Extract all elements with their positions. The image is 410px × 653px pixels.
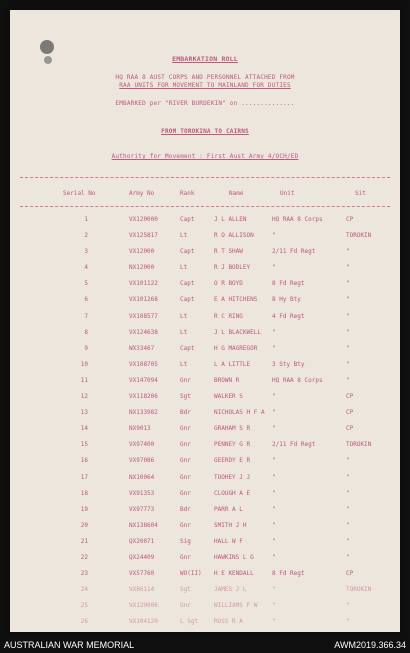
cell-name: BROWN R [214,376,240,384]
cell-unit: 8 Hy Bty [272,296,301,304]
cell-sit: " [346,360,350,368]
column-header-unit: Unit [280,190,295,197]
cell-sit: " [346,312,350,320]
cell-sit: " [346,264,350,272]
cell-unit: " [272,232,276,240]
cell-serial-no: 12 [80,393,88,401]
table-row [10,296,400,312]
cell-unit: " [272,425,276,433]
cell-rank: Sgt [180,586,191,594]
document-page [10,10,400,632]
cell-army-no: VX118206 [129,393,158,401]
cell-serial-no: 20 [80,521,88,529]
cell-rank: Gnr [180,457,191,465]
cell-unit: HQ RAA 8 Corps [272,376,323,384]
cell-sit: " [346,328,350,336]
table-row [10,554,400,570]
cell-army-no: VX97400 [129,441,155,449]
cell-serial-no: 25 [80,602,88,610]
cell-name: L A LITTLE [214,360,251,368]
table-row [10,393,400,409]
table-row [10,490,400,506]
column-header-serial: Serial No [63,190,96,197]
table-header [10,190,400,200]
table-row [10,602,400,618]
cell-rank: Bdr [180,505,191,513]
cell-rank: Capt [180,296,195,304]
table-row [10,409,400,425]
cell-unit: " [272,505,276,513]
cell-army-no: VX108705 [129,360,158,368]
cell-rank: Gnr [180,376,191,384]
cell-army-no: VX57760 [129,570,155,578]
cell-unit: 2/11 Fd Regt [272,248,316,256]
cell-serial-no: 11 [80,376,88,384]
table-row [10,570,400,586]
cell-unit: " [272,521,276,529]
cell-rank: Sig [180,537,191,545]
cell-name: J L ALLEN [214,216,247,223]
table-row [10,232,400,248]
cell-serial-no: 2 [84,232,88,240]
cell-unit: 8 Fd Regt [272,280,305,288]
authority-line: Authority for Movement : First Aust Army 4/OCH/ED [111,153,299,160]
cell-name: ROSS R A [214,618,243,626]
table-row [10,345,400,361]
cell-unit: " [272,473,276,481]
cell-unit: 3 Sty Bty [272,360,305,368]
table-row [10,506,400,522]
staple-mark [40,40,54,54]
cell-name: SMITH J H [214,521,247,529]
cell-name: H E KENDALL [214,570,254,578]
cell-army-no: NX133982 [129,409,158,417]
cell-sit: CP [346,425,354,433]
table-row [10,377,400,393]
table-row [10,216,400,232]
cell-name: E A HITCHENS [214,296,258,304]
cell-rank: Gnr [180,473,191,481]
cell-rank: Gnr [180,489,191,497]
cell-army-no: NX10064 [129,473,155,481]
cell-army-no: VX147094 [129,376,158,384]
cell-unit: " [272,393,276,401]
cell-rank: Capt [180,280,195,288]
cell-name: TOOHEY J J [214,473,251,481]
cell-serial-no: 1 [84,216,88,223]
cell-name: R T SHAW [214,248,243,256]
cell-rank: Gnr [180,425,191,433]
cell-serial-no: 16 [80,457,88,465]
table-row [10,618,400,632]
cell-serial-no: 23 [80,570,88,578]
cell-serial-no: 24 [80,586,88,594]
table-row [10,313,400,329]
cell-army-no: VX101122 [129,280,158,288]
cell-sit: " [346,537,350,545]
cell-serial-no: 7 [84,312,88,320]
cell-sit: " [346,296,350,304]
footer-catalogue-id: AWM2019.366.34 [334,640,406,650]
cell-sit: " [346,489,350,497]
cell-unit: " [272,489,276,497]
cell-serial-no: 9 [84,344,88,352]
column-header-name: Name [229,190,244,197]
cell-serial-no: 19 [80,505,88,513]
cell-army-no: VX129006 [129,602,158,610]
document-title: EMBARKATION ROLL [172,55,238,63]
cell-sit: " [346,280,350,288]
cell-unit: HQ RAA 8 Corps [272,216,323,223]
cell-serial-no: 21 [80,537,88,545]
table-row [10,425,400,441]
table-row [10,264,400,280]
cell-serial-no: 22 [80,553,88,561]
cell-serial-no: 26 [80,618,88,626]
cell-sit: " [346,344,350,352]
cell-army-no: VX86114 [129,586,155,594]
table-row [10,457,400,473]
cell-serial-no: 8 [84,328,88,336]
cell-name: HALL W F [214,537,243,545]
cell-sit: " [346,553,350,561]
cell-serial-no: 4 [84,264,88,272]
subtitle-line-2: RAA UNITS FOR MOVEMENT TO MAINLAND FOR DUTIES [119,82,291,89]
cell-sit: TOROKIN [346,232,372,240]
cell-name: GRAHAM S R [214,425,251,433]
cell-unit: " [272,264,276,272]
cell-sit: " [346,457,350,465]
cell-name: HAWKINS L G [214,553,254,561]
cell-rank: Lt [180,328,188,336]
embarked-line: EMBARKED per "RIVER BURDEKIN" on .............. [115,100,295,107]
cell-army-no: QX24409 [129,553,155,561]
cell-name: WALKER S [214,393,243,401]
table-row [10,248,400,264]
cell-army-no: VX108577 [129,312,158,320]
cell-army-no: VX97773 [129,505,155,513]
table-row [10,522,400,538]
cell-unit: " [272,618,276,626]
cell-serial-no: 18 [80,489,88,497]
cell-serial-no: 5 [84,280,88,288]
subtitle-line-1: HQ RAA 8 AUST CORPS AND PERSONNEL ATTACHED FROM [115,74,295,81]
cell-army-no: NX138604 [129,521,158,529]
cell-sit: CP [346,570,354,578]
cell-serial-no: 13 [80,409,88,417]
cell-sit: TOROKIN [346,441,372,449]
divider [20,177,390,178]
cell-army-no: NX12000 [129,264,155,272]
cell-rank: Bdr [180,409,191,417]
cell-name: CLOUGH A E [214,489,251,497]
cell-rank: WO(II) [180,570,202,578]
cell-sit: CP [346,409,354,417]
cell-rank: Gnr [180,553,191,561]
cell-serial-no: 15 [80,441,88,449]
cell-name: R C RING [214,312,243,320]
table-row [10,329,400,345]
cell-rank: Sgt [180,393,191,401]
cell-army-no: WX33467 [129,344,155,352]
cell-sit: TOROKIN [346,586,372,594]
cell-name: PARR A L [214,505,243,513]
cell-rank: Lt [180,312,188,320]
footer-institution: AUSTRALIAN WAR MEMORIAL [4,640,135,650]
cell-rank: Gnr [180,521,191,529]
table-row [10,441,400,457]
table-row [10,361,400,377]
roll-table-body [10,216,400,632]
column-header-rank: Rank [180,190,195,197]
cell-unit: 8 Fd Regt [272,570,305,578]
cell-unit: " [272,344,276,352]
cell-sit: " [346,505,350,513]
cell-unit: 2/11 Fd Regt [272,441,316,449]
cell-unit: " [272,602,276,610]
divider [20,206,390,207]
table-row [10,538,400,554]
cell-army-no: VX125817 [129,232,158,240]
cell-rank: Capt [180,216,195,223]
cell-army-no: NX9013 [129,425,151,433]
cell-army-no: QX20071 [129,537,155,545]
cell-name: H G MAGREGOR [214,344,258,352]
cell-rank: Gnr [180,602,191,610]
cell-unit: " [272,586,276,594]
cell-sit: CP [346,216,354,223]
cell-name: O R BOYD [214,280,243,288]
cell-unit: " [272,537,276,545]
cell-rank: Capt [180,248,195,256]
cell-rank: Capt [180,344,195,352]
cell-name: GEERDY E R [214,457,251,465]
table-row [10,280,400,296]
cell-army-no: VX91353 [129,489,155,497]
cell-serial-no: 10 [80,360,88,368]
cell-army-no: VX97086 [129,457,155,465]
route-line: FROM TOROKINA TO CAIRNS [161,128,249,135]
cell-rank: Lt [180,264,188,272]
cell-sit: " [346,618,350,626]
cell-rank: Lt [180,232,188,240]
cell-army-no: VX12000 [129,248,155,256]
cell-serial-no: 17 [80,473,88,481]
cell-name: JAMES J L [214,586,247,594]
table-row [10,474,400,490]
cell-army-no: VX104120 [129,618,158,626]
cell-name: WILLIAMS F W [214,602,258,610]
cell-unit: " [272,328,276,336]
footer-bar [0,638,410,653]
cell-unit: 4 Fd Regt [272,312,305,320]
cell-rank: Lt [180,360,188,368]
cell-rank: Gnr [180,441,191,449]
cell-serial-no: 6 [84,296,88,304]
cell-serial-no: 14 [80,425,88,433]
cell-unit: " [272,457,276,465]
cell-rank: L Sgt [180,618,199,626]
cell-sit: CP [346,393,354,401]
cell-army-no: VX120000 [129,216,158,223]
column-header-sit: Sit [355,190,366,197]
cell-sit: " [346,376,350,384]
cell-sit: " [346,248,350,256]
cell-sit: " [346,602,350,610]
cell-army-no: VX124638 [129,328,158,336]
cell-unit: " [272,553,276,561]
cell-name: NICHOLAS H F A [214,409,265,417]
cell-army-no: VX101268 [129,296,158,304]
cell-sit: " [346,521,350,529]
column-header-army-no: Army No [129,190,155,197]
cell-serial-no: 3 [84,248,88,256]
cell-unit: " [272,409,276,417]
cell-sit: " [346,473,350,481]
cell-name: R O ALLISON [214,232,254,240]
table-row [10,586,400,602]
cell-name: R J BODLEY [214,264,251,272]
cell-name: PENNEY G R [214,441,251,449]
cell-name: J L BLACKWELL [214,328,261,336]
